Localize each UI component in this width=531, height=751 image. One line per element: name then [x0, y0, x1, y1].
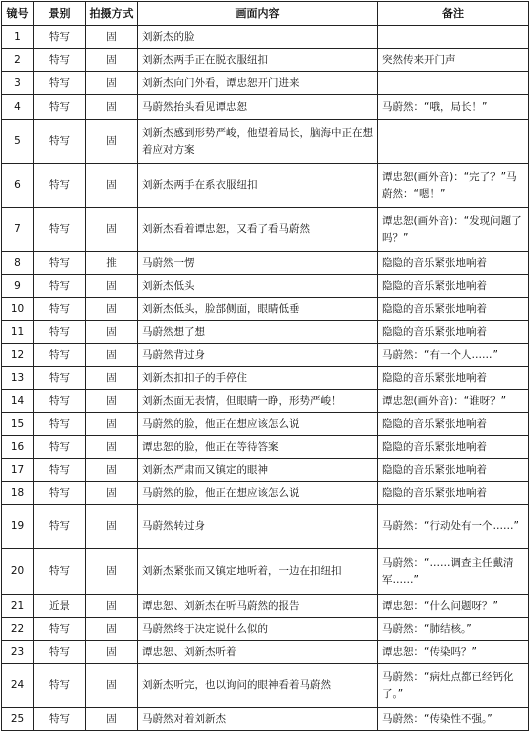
- table-row: [2, 321, 529, 344]
- shot-number-cell: 17: [2, 459, 34, 482]
- frame-content-cell: 谭忠恕、刘新杰在听马蔚然的报告: [138, 595, 378, 618]
- shot-size-cell: 特写: [34, 708, 86, 731]
- shot-number-cell: 8: [2, 252, 34, 275]
- shot-size-cell: 特写: [34, 367, 86, 390]
- table-row: [2, 208, 529, 252]
- camera-method-cell: 固: [86, 413, 138, 436]
- table-row: [2, 95, 529, 120]
- frame-content-cell: 马蔚然终于决定说什么似的: [138, 618, 378, 641]
- shot-size-cell: 特写: [34, 459, 86, 482]
- table-row: [2, 252, 529, 275]
- shot-number-cell: 25: [2, 708, 34, 731]
- shot-number-cell: 20: [2, 549, 34, 595]
- table-row: [2, 436, 529, 459]
- camera-method-cell: 推: [86, 252, 138, 275]
- shot-size-cell: 特写: [34, 549, 86, 595]
- shot-number-cell: 2: [2, 49, 34, 72]
- table-row: [2, 49, 529, 72]
- table-row: [2, 459, 529, 482]
- note-cell: 谭忠恕(画外音)：“谁呀？”: [378, 390, 529, 413]
- shot-number-cell: 13: [2, 367, 34, 390]
- shot-size-cell: 特写: [34, 120, 86, 164]
- shot-size-cell: 特写: [34, 252, 86, 275]
- note-cell: 隐隐的音乐紧张地响着: [378, 459, 529, 482]
- shot-size-cell: 特写: [34, 95, 86, 120]
- note-cell: 隐隐的音乐紧张地响着: [378, 413, 529, 436]
- shot-number-cell: 10: [2, 298, 34, 321]
- shot-size-cell: 特写: [34, 208, 86, 252]
- shot-number-cell: 14: [2, 390, 34, 413]
- shot-size-cell: 特写: [34, 413, 86, 436]
- shot-number-cell: 1: [2, 26, 34, 49]
- note-cell: 谭忠恕(画外音)：“完了？”马蔚然：“嗯！”: [378, 164, 529, 208]
- note-cell: 隐隐的音乐紧张地响着: [378, 298, 529, 321]
- shot-number-cell: 15: [2, 413, 34, 436]
- frame-content-cell: 谭忠恕、刘新杰听着: [138, 641, 378, 664]
- note-cell: 马蔚然：“有一个人……”: [378, 344, 529, 367]
- table-row: [2, 641, 529, 664]
- camera-method-cell: 固: [86, 618, 138, 641]
- frame-content-cell: 刘新杰两手在系衣服纽扣: [138, 164, 378, 208]
- shot-size-cell: 特写: [34, 505, 86, 549]
- shot-number-cell: 21: [2, 595, 34, 618]
- frame-content-cell: 刘新杰紧张而又镇定地听着，一边在扣纽扣: [138, 549, 378, 595]
- camera-method-cell: 固: [86, 549, 138, 595]
- camera-method-cell: 固: [86, 120, 138, 164]
- table-row: [2, 549, 529, 595]
- note-cell: 隐隐的音乐紧张地响着: [378, 252, 529, 275]
- frame-content-cell: 刘新杰低头: [138, 275, 378, 298]
- table-row: [2, 164, 529, 208]
- shot-size-cell: 特写: [34, 618, 86, 641]
- shot-size-cell: 特写: [34, 164, 86, 208]
- col-header-notes: 备注: [378, 2, 529, 26]
- camera-method-cell: 固: [86, 49, 138, 72]
- camera-method-cell: 固: [86, 436, 138, 459]
- col-header-shot-number: 镜号: [2, 2, 34, 26]
- shot-number-cell: 4: [2, 95, 34, 120]
- camera-method-cell: 固: [86, 367, 138, 390]
- shot-number-cell: 6: [2, 164, 34, 208]
- camera-method-cell: 固: [86, 26, 138, 49]
- note-cell: 马蔚然：“肺结核。”: [378, 618, 529, 641]
- frame-content-cell: 刘新杰看着谭忠恕，又看了看马蔚然: [138, 208, 378, 252]
- shot-size-cell: 特写: [34, 49, 86, 72]
- camera-method-cell: 固: [86, 344, 138, 367]
- table-row: [2, 482, 529, 505]
- col-header-frame-content: 画面内容: [138, 2, 378, 26]
- camera-method-cell: 固: [86, 482, 138, 505]
- shot-size-cell: 近景: [34, 595, 86, 618]
- table-row: [2, 618, 529, 641]
- table-row: [2, 120, 529, 164]
- shot-number-cell: 24: [2, 664, 34, 708]
- frame-content-cell: 刘新杰感到形势严峻，他望着局长，脑海中正在想着应对方案: [138, 120, 378, 164]
- shot-number-cell: 7: [2, 208, 34, 252]
- camera-method-cell: 固: [86, 459, 138, 482]
- frame-content-cell: 刘新杰两手正在脱衣服纽扣: [138, 49, 378, 72]
- camera-method-cell: 固: [86, 708, 138, 731]
- shot-number-cell: 22: [2, 618, 34, 641]
- note-cell: 马蔚然：“哦，局长！”: [378, 95, 529, 120]
- note-cell: 马蔚然：“传染性不强。”: [378, 708, 529, 731]
- table-row: [2, 72, 529, 95]
- frame-content-cell: 马蔚然的脸，他正在想应该怎么说: [138, 413, 378, 436]
- note-cell: [378, 26, 529, 49]
- frame-content-cell: 刘新杰向门外看，谭忠恕开门进来: [138, 72, 378, 95]
- table-row: [2, 344, 529, 367]
- note-cell: 隐隐的音乐紧张地响着: [378, 436, 529, 459]
- shot-size-cell: 特写: [34, 298, 86, 321]
- table-row: [2, 26, 529, 49]
- shot-size-cell: 特写: [34, 344, 86, 367]
- shot-number-cell: 11: [2, 321, 34, 344]
- shot-size-cell: 特写: [34, 641, 86, 664]
- note-cell: 突然传来开门声: [378, 49, 529, 72]
- shot-size-cell: 特写: [34, 436, 86, 459]
- shot-size-cell: 特写: [34, 321, 86, 344]
- shot-size-cell: 特写: [34, 26, 86, 49]
- camera-method-cell: 固: [86, 164, 138, 208]
- shot-number-cell: 23: [2, 641, 34, 664]
- frame-content-cell: 马蔚然转过身: [138, 505, 378, 549]
- frame-content-cell: 刘新杰听完，也以询问的眼神看着马蔚然: [138, 664, 378, 708]
- frame-content-cell: 马蔚然的脸，他正在想应该怎么说: [138, 482, 378, 505]
- shot-number-cell: 18: [2, 482, 34, 505]
- camera-method-cell: 固: [86, 321, 138, 344]
- camera-method-cell: 固: [86, 641, 138, 664]
- frame-content-cell: 谭忠恕的脸，他正在等待答案: [138, 436, 378, 459]
- note-cell: 隐隐的音乐紧张地响着: [378, 482, 529, 505]
- shot-size-cell: 特写: [34, 275, 86, 298]
- header-row: [2, 2, 529, 26]
- shot-size-cell: 特写: [34, 72, 86, 95]
- note-cell: 马蔚然：“行动处有一个……”: [378, 505, 529, 549]
- camera-method-cell: 固: [86, 505, 138, 549]
- frame-content-cell: 刘新杰扣扣子的手停住: [138, 367, 378, 390]
- shot-number-cell: 3: [2, 72, 34, 95]
- camera-method-cell: 固: [86, 664, 138, 708]
- frame-content-cell: 刘新杰低头，脸部侧面，眼睛低垂: [138, 298, 378, 321]
- note-cell: 谭忠恕：“什么问题呀？”: [378, 595, 529, 618]
- col-header-camera-method: 拍摄方式: [86, 2, 138, 26]
- table-row: [2, 390, 529, 413]
- note-cell: 谭忠恕：“传染吗？”: [378, 641, 529, 664]
- table-row: [2, 595, 529, 618]
- shot-number-cell: 16: [2, 436, 34, 459]
- note-cell: 马蔚然：“病灶点都已经钙化了。”: [378, 664, 529, 708]
- frame-content-cell: 马蔚然背过身: [138, 344, 378, 367]
- table-row: [2, 664, 529, 708]
- col-header-shot-size: 景别: [34, 2, 86, 26]
- table-body: [2, 26, 529, 731]
- frame-content-cell: 刘新杰严肃而又镇定的眼神: [138, 459, 378, 482]
- camera-method-cell: 固: [86, 208, 138, 252]
- table-row: [2, 367, 529, 390]
- note-cell: 谭忠恕(画外音)：“发现问题了吗？”: [378, 208, 529, 252]
- frame-content-cell: 马蔚然抬头看见谭忠恕: [138, 95, 378, 120]
- note-cell: 隐隐的音乐紧张地响着: [378, 367, 529, 390]
- shot-number-cell: 12: [2, 344, 34, 367]
- camera-method-cell: 固: [86, 72, 138, 95]
- camera-method-cell: 固: [86, 95, 138, 120]
- storyboard-table: [1, 1, 529, 731]
- shot-number-cell: 5: [2, 120, 34, 164]
- shot-size-cell: 特写: [34, 390, 86, 413]
- shot-number-cell: 9: [2, 275, 34, 298]
- frame-content-cell: 刘新杰的脸: [138, 26, 378, 49]
- table-row: [2, 505, 529, 549]
- shot-size-cell: 特写: [34, 482, 86, 505]
- shot-number-cell: 19: [2, 505, 34, 549]
- note-cell: 隐隐的音乐紧张地响着: [378, 275, 529, 298]
- note-cell: [378, 120, 529, 164]
- frame-content-cell: 马蔚然想了想: [138, 321, 378, 344]
- frame-content-cell: 马蔚然对着刘新杰: [138, 708, 378, 731]
- note-cell: [378, 72, 529, 95]
- note-cell: 马蔚然：“……调查主任戴清军……”: [378, 549, 529, 595]
- shot-size-cell: 特写: [34, 664, 86, 708]
- table-row: [2, 298, 529, 321]
- camera-method-cell: 固: [86, 390, 138, 413]
- table-row: [2, 413, 529, 436]
- frame-content-cell: 刘新杰面无表情，但眼睛一睁，形势严峻！: [138, 390, 378, 413]
- frame-content-cell: 马蔚然一愣: [138, 252, 378, 275]
- table-row: [2, 275, 529, 298]
- table-row: [2, 708, 529, 731]
- note-cell: 隐隐的音乐紧张地响着: [378, 321, 529, 344]
- camera-method-cell: 固: [86, 595, 138, 618]
- camera-method-cell: 固: [86, 275, 138, 298]
- camera-method-cell: 固: [86, 298, 138, 321]
